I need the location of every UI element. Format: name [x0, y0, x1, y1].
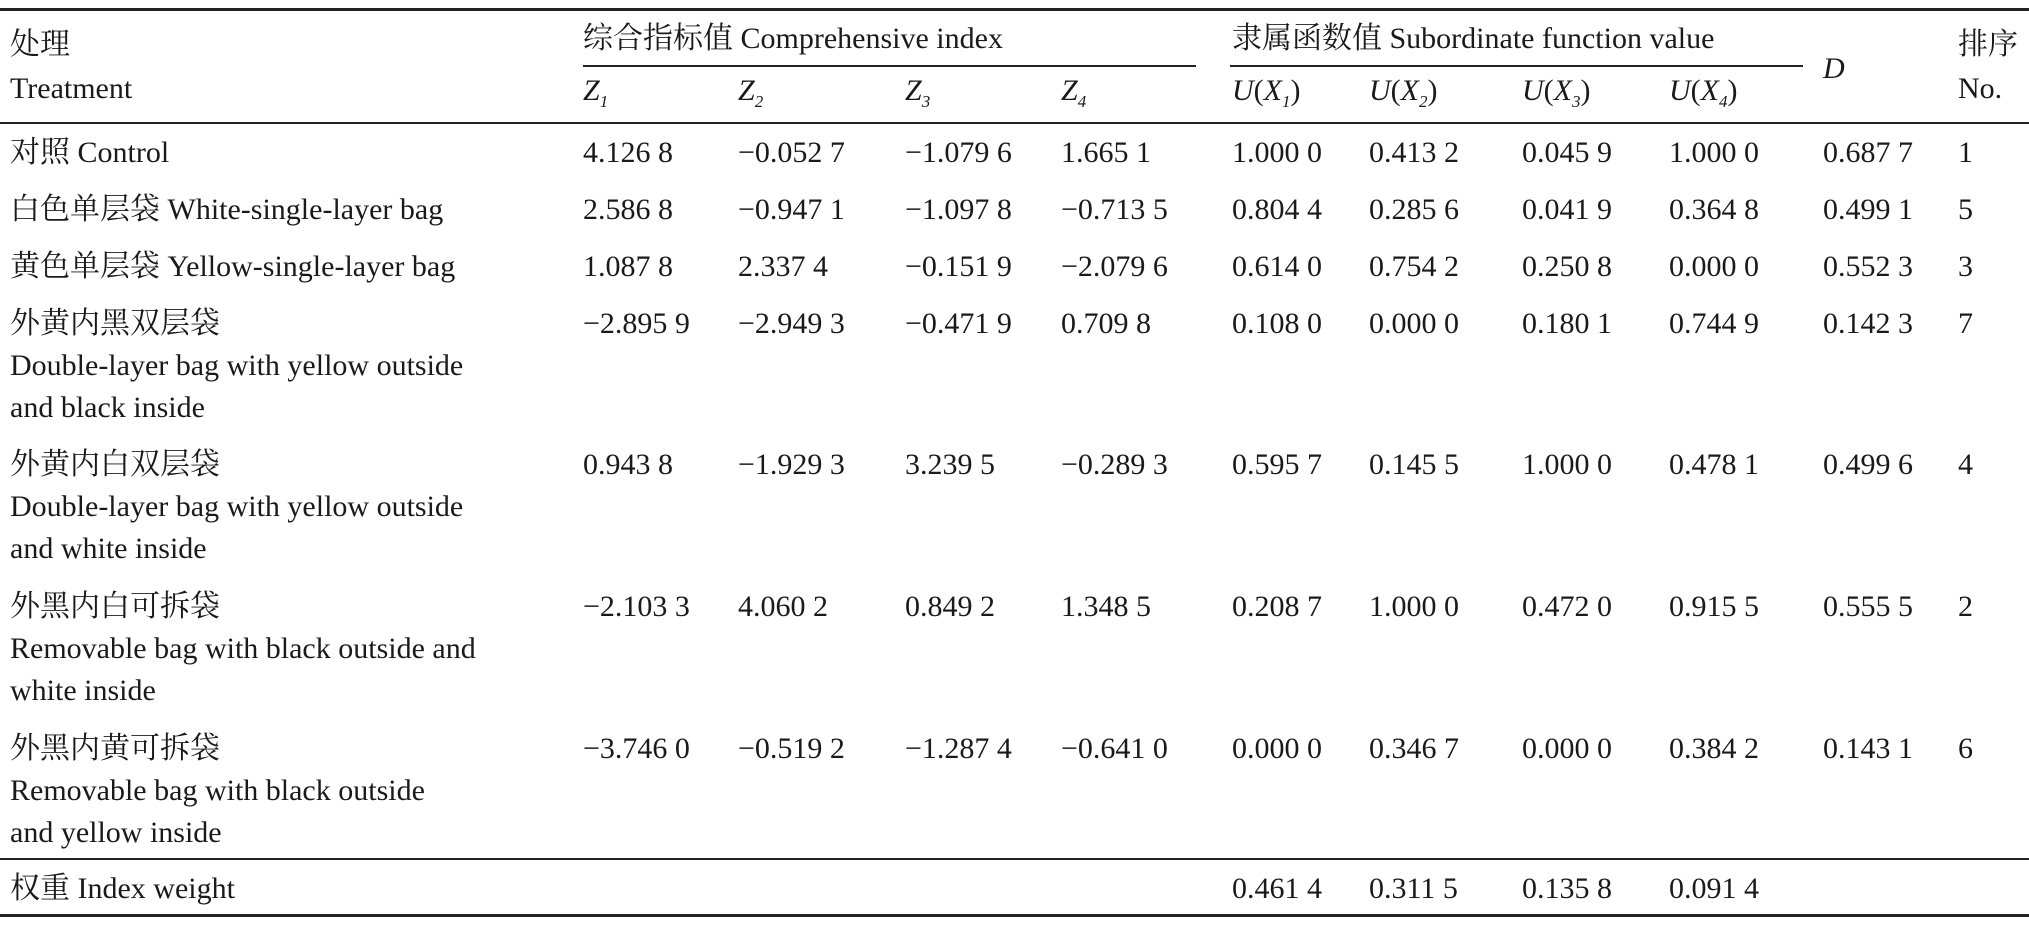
subordinate-group-rule [1230, 65, 1803, 67]
rank-value: 3 [1958, 250, 1973, 283]
weight-u1-value: 0.461 4 [1232, 872, 1322, 905]
z4-value: −0.289 3 [1061, 448, 1168, 481]
treatment-label: 外黑内黄可拆袋 [10, 732, 220, 765]
weight-separator-rule [0, 858, 2029, 860]
z1-value: −2.895 9 [583, 307, 690, 340]
u2-value: 0.285 6 [1369, 193, 1459, 226]
z1-value: 2.586 8 [583, 193, 673, 226]
column-header-u-subscript: 1 [1282, 92, 1291, 111]
u3-value: 0.180 1 [1522, 307, 1612, 340]
rank-value: 1 [1958, 136, 1973, 169]
u2-value: 0.413 2 [1369, 136, 1459, 169]
column-header-u-var: X [1263, 74, 1282, 107]
treatment-label: and yellow inside [10, 816, 222, 849]
z4-value: −0.713 5 [1061, 193, 1168, 226]
d-value: 0.143 1 [1823, 732, 1913, 765]
column-header-u-open-paren: ( [1253, 74, 1264, 107]
weight-u2-value: 0.311 5 [1369, 872, 1458, 905]
column-header-u-subscript: 4 [1719, 92, 1728, 111]
z3-value: 3.239 5 [905, 448, 995, 481]
u1-value: 0.108 0 [1232, 307, 1322, 340]
z4-value: 1.348 5 [1061, 590, 1151, 623]
column-header-u-open-paren: ( [1543, 74, 1554, 107]
rank-value: 2 [1958, 590, 1973, 623]
u2-value: 1.000 0 [1369, 590, 1459, 623]
d-value: 0.499 1 [1823, 193, 1913, 226]
u1-value: 0.614 0 [1232, 250, 1322, 283]
treatment-label: 黄色单层袋 Yellow-single-layer bag [10, 250, 456, 283]
column-header-z-base: Z [738, 74, 755, 107]
z4-value: −0.641 0 [1061, 732, 1168, 765]
rank-value: 4 [1958, 448, 1973, 481]
z2-value: 4.060 2 [738, 590, 828, 623]
column-header-u-subscript: 3 [1572, 92, 1581, 111]
column-header-u-subscript: 2 [1419, 92, 1428, 111]
u4-value: 0.744 9 [1669, 307, 1759, 340]
z1-value: −2.103 3 [583, 590, 690, 623]
column-header-u-base: U [1669, 74, 1691, 107]
treatment-label: 外黑内白可拆袋 [10, 590, 220, 623]
treatment-label: Double-layer bag with yellow outside [10, 490, 464, 523]
treatment-label: Removable bag with black outside and [10, 632, 476, 665]
z3-value: −0.471 9 [905, 307, 1012, 340]
z2-value: −0.052 7 [738, 136, 845, 169]
d-value: 0.499 6 [1823, 448, 1913, 481]
u1-value: 0.208 7 [1232, 590, 1322, 623]
column-header-u-base: U [1232, 74, 1254, 107]
column-header-z-subscript: 2 [754, 92, 764, 111]
rank-value: 5 [1958, 193, 1973, 226]
column-header-u-open-paren: ( [1390, 74, 1401, 107]
z3-value: −1.287 4 [905, 732, 1012, 765]
u1-value: 0.595 7 [1232, 448, 1322, 481]
z2-value: 2.337 4 [738, 250, 828, 283]
header-comprehensive-group: 综合指标值 Comprehensive index [583, 22, 1003, 55]
z2-value: −1.929 3 [738, 448, 845, 481]
rank-value: 6 [1958, 732, 1973, 765]
z1-value: 0.943 8 [583, 448, 673, 481]
column-header-u-var: X [1700, 74, 1719, 107]
treatment-label: Removable bag with black outside [10, 774, 425, 807]
u1-value: 1.000 0 [1232, 136, 1322, 169]
z3-value: −1.079 6 [905, 136, 1012, 169]
column-header-u-close-paren: ) [1427, 74, 1438, 107]
column-header-z1 [583, 70, 608, 116]
u1-value: 0.804 4 [1232, 193, 1322, 226]
d-value: 0.687 7 [1823, 136, 1913, 169]
treatment-label: 对照 Control [10, 136, 170, 169]
header-treatment-en: Treatment [10, 72, 133, 105]
header-bottom-rule [0, 122, 2029, 124]
u4-value: 0.478 1 [1669, 448, 1759, 481]
u2-value: 0.754 2 [1369, 250, 1459, 283]
column-header-u-var: X [1400, 74, 1419, 107]
u4-value: 0.000 0 [1669, 250, 1759, 283]
u4-value: 0.384 2 [1669, 732, 1759, 765]
column-header-u-close-paren: ) [1290, 74, 1301, 107]
comprehensive-group-rule [583, 65, 1196, 67]
column-header-z-subscript: 1 [599, 92, 609, 111]
d-value: 0.555 5 [1823, 590, 1913, 623]
column-header-u-close-paren: ) [1580, 74, 1591, 107]
z2-value: −0.947 1 [738, 193, 845, 226]
u3-value: 0.000 0 [1522, 732, 1612, 765]
weight-u3-value: 0.135 8 [1522, 872, 1612, 905]
column-header-z-subscript: 4 [1077, 92, 1087, 111]
top-rule [0, 8, 2029, 11]
u3-value: 0.472 0 [1522, 590, 1612, 623]
z3-value: −0.151 9 [905, 250, 1012, 283]
column-header-z-subscript: 3 [921, 92, 931, 111]
column-header-z4 [1061, 70, 1086, 116]
treatment-label: Double-layer bag with yellow outside [10, 349, 464, 382]
u3-value: 0.041 9 [1522, 193, 1612, 226]
column-header-u-open-paren: ( [1690, 74, 1701, 107]
weight-u4-value: 0.091 4 [1669, 872, 1759, 905]
u3-value: 0.250 8 [1522, 250, 1612, 283]
z3-value: 0.849 2 [905, 590, 995, 623]
u4-value: 1.000 0 [1669, 136, 1759, 169]
u2-value: 0.000 0 [1369, 307, 1459, 340]
treatment-label: 白色单层袋 White-single-layer bag [10, 193, 444, 226]
column-header-z3 [905, 70, 930, 116]
header-rank-en: No. [1958, 72, 2003, 105]
column-header-u4 [1669, 70, 1738, 116]
column-header-u3 [1522, 70, 1591, 116]
header-rank-cn: 排序 [1958, 28, 2018, 61]
u2-value: 0.145 5 [1369, 448, 1459, 481]
d-value: 0.552 3 [1823, 250, 1913, 283]
weight-label: 权重 Index weight [10, 872, 235, 905]
treatment-label: and black inside [10, 391, 205, 424]
column-header-u2 [1369, 70, 1438, 116]
column-header-z2 [738, 70, 763, 116]
u3-value: 0.045 9 [1522, 136, 1612, 169]
z4-value: −2.079 6 [1061, 250, 1168, 283]
header-treatment-cn: 处理 [10, 28, 70, 61]
u2-value: 0.346 7 [1369, 732, 1459, 765]
column-header-u-var: X [1553, 74, 1572, 107]
d-value: 0.142 3 [1823, 307, 1913, 340]
column-header-z-base: Z [905, 74, 922, 107]
column-header-u1 [1232, 70, 1301, 116]
bottom-rule [0, 914, 2029, 917]
z3-value: −1.097 8 [905, 193, 1012, 226]
u3-value: 1.000 0 [1522, 448, 1612, 481]
u1-value: 0.000 0 [1232, 732, 1322, 765]
z1-value: 1.087 8 [583, 250, 673, 283]
z4-value: 1.665 1 [1061, 136, 1151, 169]
z2-value: −0.519 2 [738, 732, 845, 765]
z2-value: −2.949 3 [738, 307, 845, 340]
z1-value: −3.746 0 [583, 732, 690, 765]
z1-value: 4.126 8 [583, 136, 673, 169]
column-header-z-base: Z [1061, 74, 1078, 107]
u4-value: 0.364 8 [1669, 193, 1759, 226]
column-header-z-base: Z [583, 74, 600, 107]
treatment-label: and white inside [10, 532, 207, 565]
header-subordinate-group: 隶属函数值 Subordinate function value [1232, 22, 1715, 55]
z4-value: 0.709 8 [1061, 307, 1151, 340]
treatment-label: 外黄内黑双层袋 [10, 307, 220, 340]
column-header-u-base: U [1522, 74, 1544, 107]
header-d: D [1823, 52, 1845, 85]
treatment-label: 外黄内白双层袋 [10, 448, 220, 481]
column-header-u-base: U [1369, 74, 1391, 107]
column-header-u-close-paren: ) [1727, 74, 1738, 107]
u4-value: 0.915 5 [1669, 590, 1759, 623]
treatment-label: white inside [10, 674, 156, 707]
rank-value: 7 [1958, 307, 1973, 340]
